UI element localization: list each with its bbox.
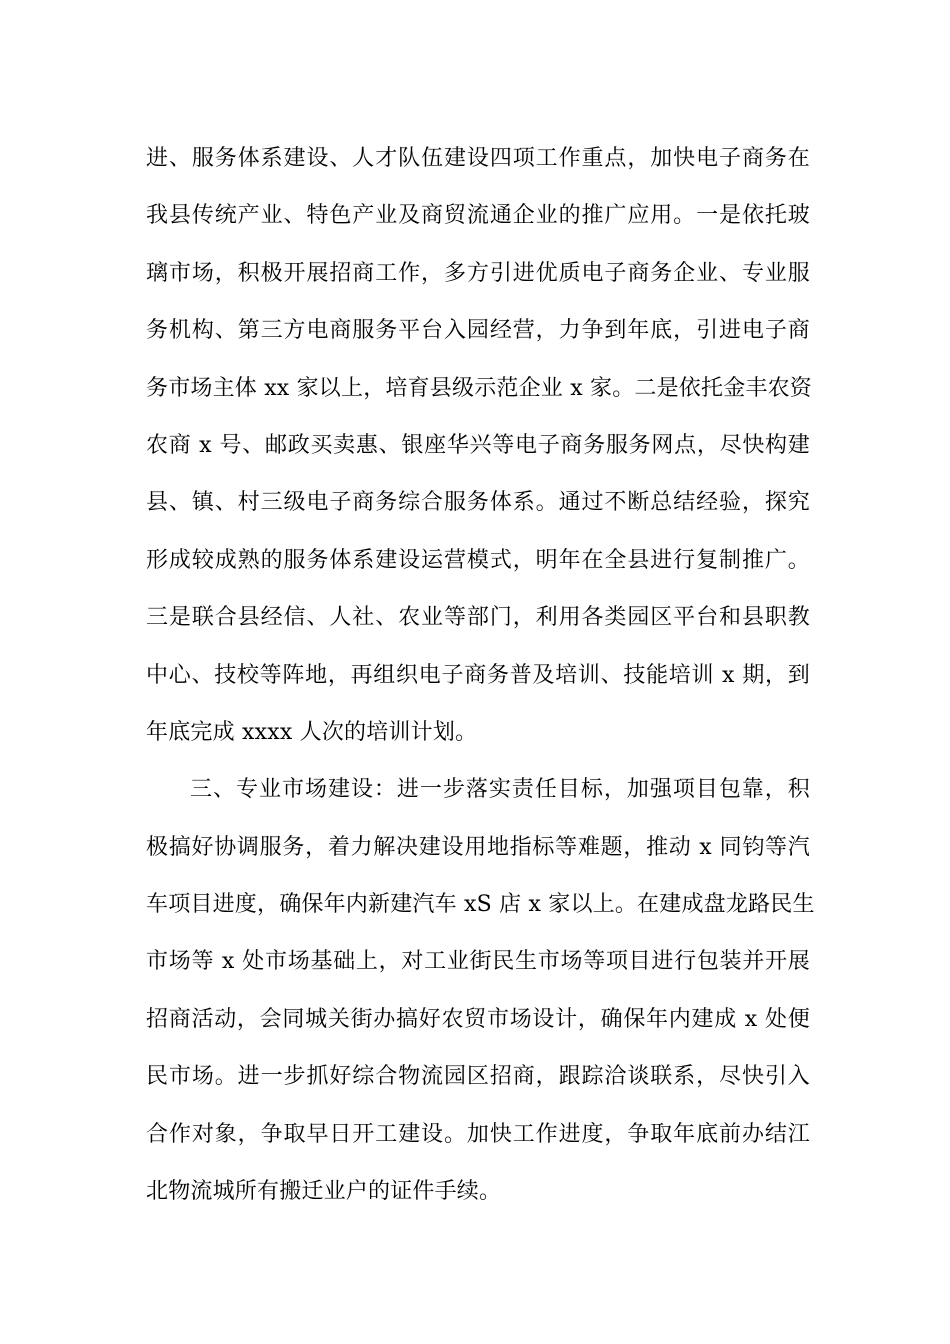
paragraph-market-construction	[146, 761, 815, 1220]
text-line: 务机构、第三方电商服务平台入园经营，力争到年底，引进电子商	[146, 318, 810, 344]
text-line: 车项目进度，确保年内新建汽车 xS 店 x 家以上。在建成盘龙路民生	[146, 892, 815, 918]
text-line: 农商 x 号、邮政买卖惠、银座华兴等电子商务服务网点，尽快构建	[146, 432, 810, 458]
text-line: 合作对象，争取早日开工建设。加快工作进度，争取年底前办结江	[146, 1121, 810, 1147]
text-line: 进、服务体系建设、人才队伍建设四项工作重点，加快电子商务在	[146, 146, 810, 171]
text-line: 中心、技校等阵地，再组织电子商务普及培训、技能培训 x 期，到	[146, 662, 810, 688]
text-line: 市场等 x 处市场基础上，对工业街民生市场等项目进行包装并开展	[146, 949, 810, 975]
text-line: 年底完成 xxxx 人次的培训计划。	[146, 719, 478, 745]
text-line: 形成较成熟的服务体系建设运营模式，明年在全县进行复制推广。	[146, 547, 810, 573]
text-line: 县、镇、村三级电子商务综合服务体系。通过不断总结经验，探究	[146, 490, 810, 516]
text-line: 我县传统产业、特色产业及商贸流通企业的推广应用。一是依托玻	[146, 203, 810, 229]
paragraph-ecommerce	[146, 130, 810, 761]
text-line: 极搞好协调服务，着力解决建设用地指标等难题，推动 x 同钧等汽	[146, 834, 810, 860]
text-line: 招商活动，会同城关街办搞好农贸市场设计，确保年内建成 x 处便	[146, 1006, 810, 1032]
document-body	[146, 130, 815, 1220]
text-line: 北物流城所有搬迁业户的证件手续。	[146, 1179, 502, 1205]
text-line: 民市场。进一步抓好综合物流园区招商，跟踪洽谈联系，尽快引入	[146, 1064, 810, 1090]
text-line: 务市场主体 xx 家以上，培育县级示范企业 x 家。二是依托金丰农资	[146, 375, 812, 401]
text-line: 璃市场，积极开展招商工作，多方引进优质电子商务企业、专业服	[146, 260, 810, 286]
text-line: 三、专业市场建设：进一步落实责任目标，加强项目包靠，积	[190, 777, 810, 803]
text-line: 三是联合县经信、人社、农业等部门，利用各类园区平台和县职教	[146, 605, 810, 631]
